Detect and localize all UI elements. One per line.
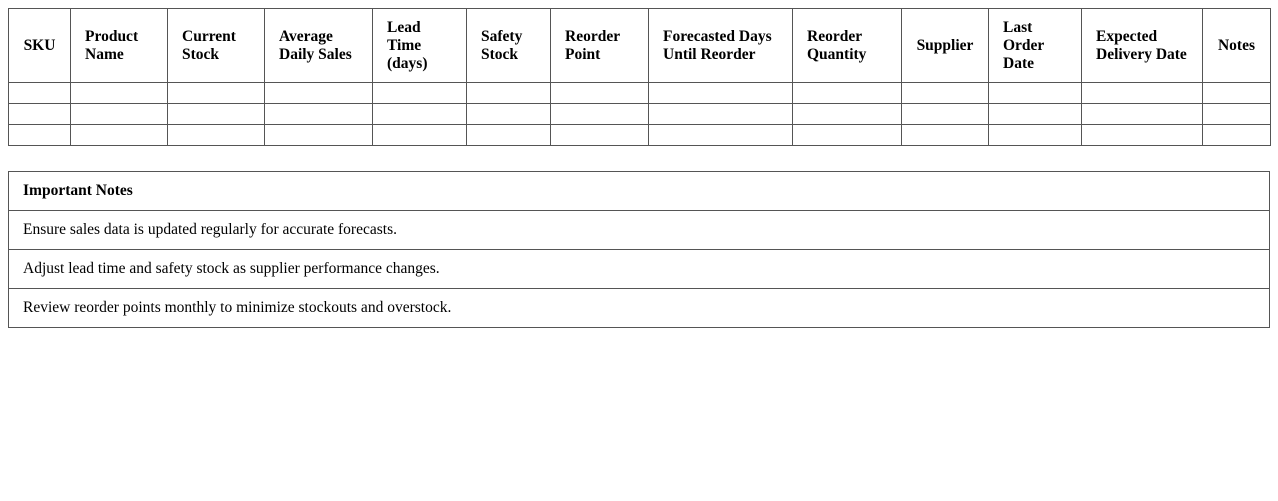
- table-cell[interactable]: [1203, 125, 1271, 146]
- table-cell[interactable]: [989, 125, 1082, 146]
- table-cell[interactable]: [467, 104, 551, 125]
- table-cell[interactable]: [265, 104, 373, 125]
- table-cell[interactable]: [373, 104, 467, 125]
- table-cell[interactable]: [551, 125, 649, 146]
- table-cell[interactable]: [1082, 83, 1203, 104]
- column-header-reorder-quantity: Reorder Quantity: [793, 9, 902, 83]
- table-cell[interactable]: [9, 83, 71, 104]
- table-cell[interactable]: [902, 104, 989, 125]
- notes-heading-row: [9, 172, 1270, 211]
- table-cell[interactable]: [9, 104, 71, 125]
- table-cell[interactable]: [168, 104, 265, 125]
- table-cell[interactable]: [1203, 83, 1271, 104]
- table-cell[interactable]: [793, 83, 902, 104]
- inventory-table: [8, 8, 1271, 146]
- table-cell[interactable]: [989, 83, 1082, 104]
- table-cell[interactable]: [1082, 104, 1203, 125]
- column-header-notes: Notes: [1203, 9, 1271, 83]
- column-header-reorder-point: Reorder Point: [551, 9, 649, 83]
- column-header-sku: SKU: [9, 9, 71, 83]
- note-row: [9, 250, 1270, 289]
- column-header-product-name: Product Name: [71, 9, 168, 83]
- table-cell[interactable]: [551, 104, 649, 125]
- table-cell[interactable]: [467, 83, 551, 104]
- table-cell[interactable]: [71, 104, 168, 125]
- table-cell[interactable]: [1082, 125, 1203, 146]
- table-row: [9, 83, 1271, 104]
- note-row: [9, 289, 1270, 328]
- column-header-forecasted-days: Forecasted Days Until Reorder: [649, 9, 793, 83]
- column-header-safety-stock: Safety Stock: [467, 9, 551, 83]
- table-cell[interactable]: [373, 125, 467, 146]
- column-header-last-order-date: Last Order Date: [989, 9, 1082, 83]
- column-header-supplier: Supplier: [902, 9, 989, 83]
- header-row: [9, 9, 1271, 83]
- table-cell[interactable]: [793, 125, 902, 146]
- notes-heading: Important Notes: [9, 172, 1270, 211]
- column-header-lead-time: Lead Time (days): [373, 9, 467, 83]
- table-cell[interactable]: [649, 83, 793, 104]
- column-header-expected-delivery-date: Expected Delivery Date: [1082, 9, 1203, 83]
- table-cell[interactable]: [168, 83, 265, 104]
- table-row: [9, 125, 1271, 146]
- table-cell[interactable]: [265, 83, 373, 104]
- table-cell[interactable]: [902, 83, 989, 104]
- table-row: [9, 104, 1271, 125]
- table-cell[interactable]: [9, 125, 71, 146]
- table-cell[interactable]: [1203, 104, 1271, 125]
- note-row: [9, 211, 1270, 250]
- table-cell[interactable]: [71, 83, 168, 104]
- note-item: Ensure sales data is updated regularly for accurate forecasts.: [9, 211, 1270, 250]
- table-cell[interactable]: [168, 125, 265, 146]
- table-cell[interactable]: [265, 125, 373, 146]
- important-notes-table: [8, 171, 1270, 328]
- table-cell[interactable]: [551, 83, 649, 104]
- table-cell[interactable]: [989, 104, 1082, 125]
- column-header-current-stock: Current Stock: [168, 9, 265, 83]
- table-cell[interactable]: [71, 125, 168, 146]
- table-cell[interactable]: [373, 83, 467, 104]
- table-cell[interactable]: [793, 104, 902, 125]
- note-item: Adjust lead time and safety stock as supplier performance changes.: [9, 250, 1270, 289]
- table-cell[interactable]: [649, 104, 793, 125]
- table-cell[interactable]: [902, 125, 989, 146]
- table-cell[interactable]: [467, 125, 551, 146]
- column-header-average-daily-sales: Average Daily Sales: [265, 9, 373, 83]
- note-item: Review reorder points monthly to minimize stockouts and overstock.: [9, 289, 1270, 328]
- table-cell[interactable]: [649, 125, 793, 146]
